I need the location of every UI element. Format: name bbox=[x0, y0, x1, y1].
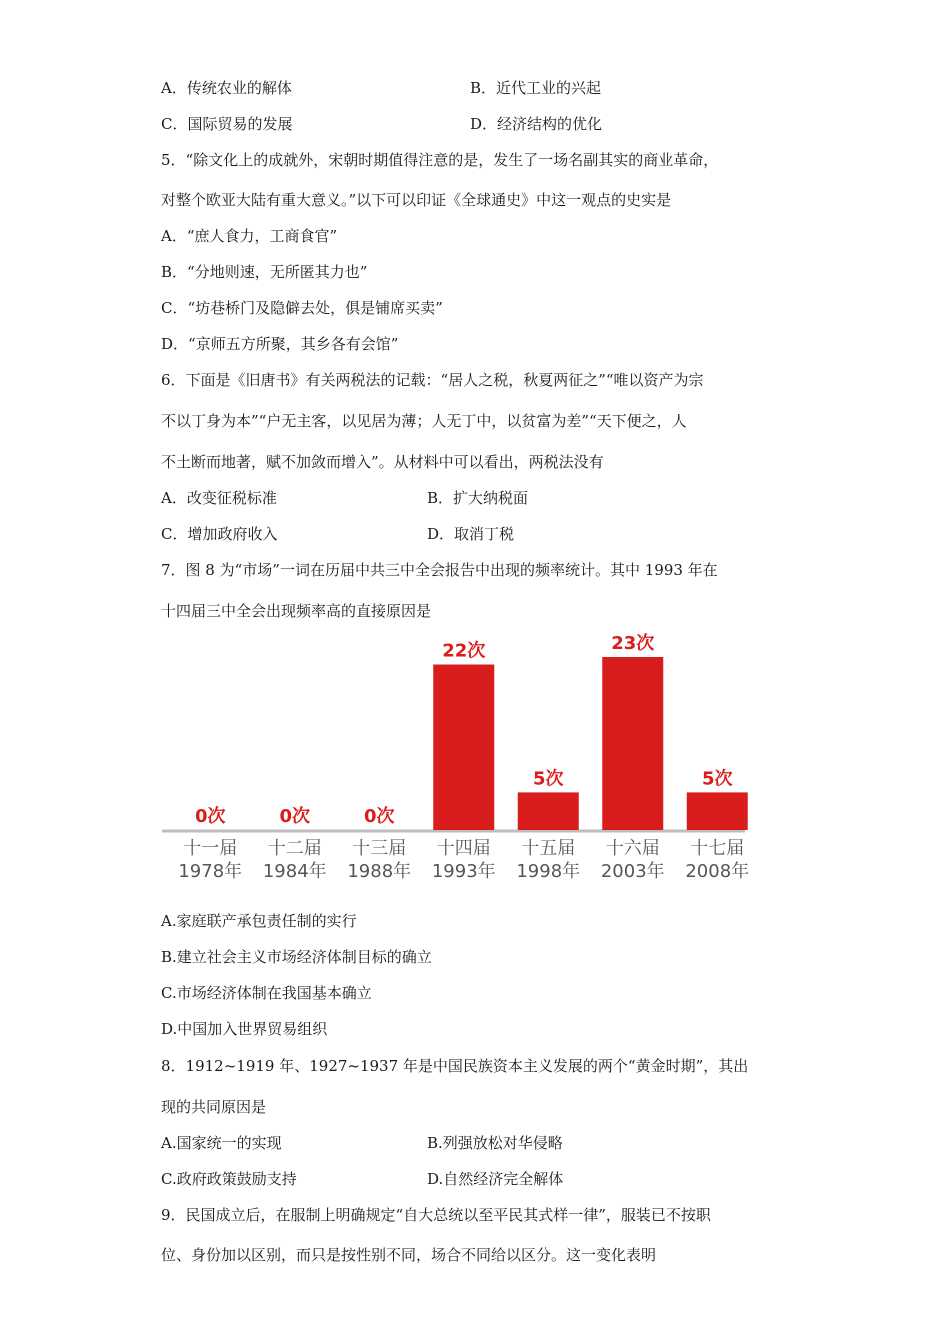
q6-option-a: A．改变征税标准 bbox=[161, 489, 277, 507]
data-label-6: 23次 bbox=[611, 633, 655, 654]
tick-label-session-3: 十三届 bbox=[352, 838, 407, 859]
q8-option-a: A.国家统一的实现 bbox=[161, 1134, 282, 1152]
tick-label-year-4: 1993年 bbox=[431, 861, 496, 882]
tick-label-session-6: 十六届 bbox=[605, 838, 660, 859]
q9-stem-line-2: 位、身份加以区别，而只是按性别不同，场合不同给以区分。这一变化表明 bbox=[161, 1246, 657, 1264]
q7-stem-line-2: 十四届三中全会出现频率高的直接原因是 bbox=[161, 602, 432, 620]
q7-stem-line-1: 7．图 8 为“市场”一词在历届中共三中全会报告中出现的频率统计。其中 1993 年在 bbox=[161, 561, 718, 579]
q5-option-b: B．“分地则速，无所匿其力也” bbox=[161, 263, 368, 281]
q8-stem-line-2: 现的共同原因是 bbox=[161, 1098, 267, 1116]
bar-5 bbox=[518, 792, 579, 830]
tick-label-session-4: 十四届 bbox=[436, 838, 491, 859]
q6-option-d: D．取消丁税 bbox=[427, 525, 515, 543]
q4-option-c: C．国际贸易的发展 bbox=[161, 115, 293, 133]
tick-label-year-3: 1988年 bbox=[347, 861, 412, 882]
q8-option-c: C.政府政策鼓励支持 bbox=[161, 1170, 297, 1188]
q5-stem-line-2: 对整个欧亚大陆有重大意义。”以下可以印证《全球通史》中这一观点的史实是 bbox=[161, 191, 672, 209]
q7-option-d: D.中国加入世界贸易组织 bbox=[161, 1020, 328, 1038]
data-label-5: 5次 bbox=[532, 768, 564, 790]
q8-option-b: B.列强放松对华侵略 bbox=[427, 1134, 563, 1152]
q8-stem-line-1: 8．1912~1919 年、1927~1937 年是中国民族资本主义发展的两个“黄金时期”，其出 bbox=[161, 1057, 749, 1075]
tick-label-year-5: 1998年 bbox=[516, 861, 581, 882]
data-label-2: 0次 bbox=[279, 806, 311, 827]
q5-stem-line-1: 5．“除文化上的成就外，宋朝时期值得注意的是，发生了一场名副其实的商业革命， bbox=[161, 151, 719, 169]
q4-option-b: B．近代工业的兴起 bbox=[470, 79, 602, 97]
q6-option-b: B．扩大纳税面 bbox=[427, 489, 529, 507]
tick-label-session-2: 十二届 bbox=[267, 838, 322, 859]
bar-6 bbox=[602, 657, 663, 830]
data-label-3: 0次 bbox=[363, 806, 395, 827]
data-label-4: 22次 bbox=[442, 640, 486, 662]
tick-label-year-7: 2008年 bbox=[685, 861, 750, 882]
q8-option-d: D.自然经济完全解体 bbox=[427, 1170, 564, 1188]
q6-stem-line-1: 6．下面是《旧唐书》有关两税法的记载：“居人之税，秋夏两征之”“唯以资产为宗 bbox=[161, 371, 704, 389]
tick-label-session-1: 十一届 bbox=[183, 838, 238, 859]
q4-option-d: D．经济结构的优化 bbox=[470, 115, 603, 133]
tick-label-year-2: 1984年 bbox=[262, 861, 327, 882]
data-label-1: 0次 bbox=[194, 806, 226, 827]
q7-option-b: B.建立社会主义市场经济体制目标的确立 bbox=[161, 948, 432, 966]
data-label-7: 5次 bbox=[701, 768, 733, 790]
q6-stem-line-3: 不土断而地著，赋不加敛而增入”。从材料中可以看出，两税法没有 bbox=[161, 453, 604, 471]
q6-option-c: C．增加政府收入 bbox=[161, 525, 278, 543]
q7-option-c: C.市场经济体制在我国基本确立 bbox=[161, 984, 372, 1002]
tick-label-session-7: 十七届 bbox=[690, 838, 745, 859]
q7-option-a: A.家庭联产承包责任制的实行 bbox=[161, 912, 357, 930]
q9-stem-line-1: 9．民国成立后，在服制上明确规定“自大总统以至平民其式样一律”，服装已不按职 bbox=[161, 1206, 711, 1224]
bar-7 bbox=[687, 792, 748, 830]
tick-label-session-5: 十五届 bbox=[521, 838, 576, 859]
market-frequency-bar-chart bbox=[160, 625, 750, 887]
tick-label-year-1: 1978年 bbox=[178, 861, 243, 882]
q6-stem-line-2: 不以丁身为本”“户无主客，以见居为薄；人无丁中，以贫富为差”“天下便之，人 bbox=[161, 412, 687, 430]
q5-option-a: A．“庶人食力，工商食官” bbox=[161, 227, 338, 245]
q4-option-a: A．传统农业的解体 bbox=[161, 79, 292, 97]
q5-option-d: D．“京师五方所聚，其乡各有会馆” bbox=[161, 335, 399, 353]
tick-label-year-6: 2003年 bbox=[600, 861, 665, 882]
bar-4 bbox=[433, 665, 494, 830]
q5-option-c: C．“坊巷桥门及隐僻去处，俱是铺席买卖” bbox=[161, 299, 443, 317]
